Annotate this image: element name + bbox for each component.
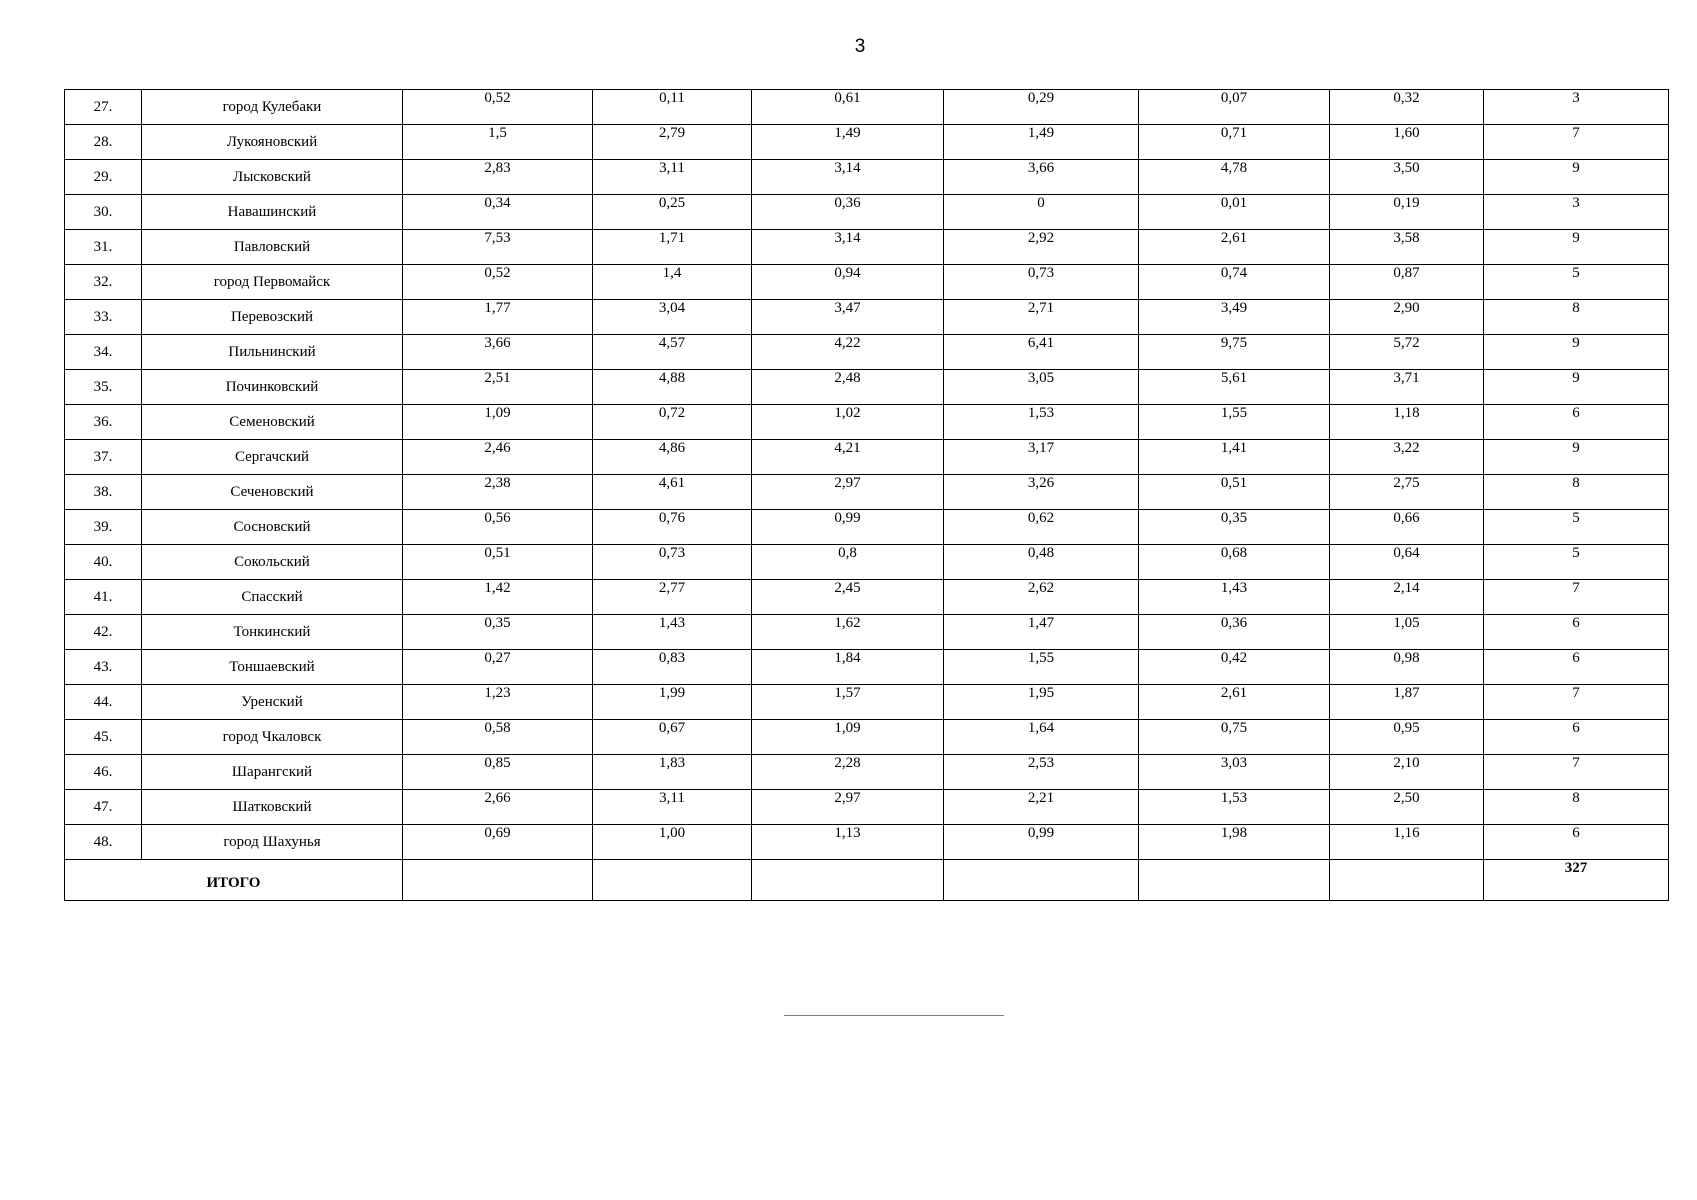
value-cell: 0,01 — [1139, 195, 1330, 230]
table-row — [65, 300, 1669, 335]
value-cell: 0,64 — [1330, 545, 1484, 580]
value-cell: 1,23 — [403, 685, 593, 720]
score-cell: 5 — [1484, 545, 1669, 580]
value-cell: 0,83 — [593, 650, 752, 685]
value-cell: 1,09 — [752, 720, 944, 755]
table-row — [65, 405, 1669, 440]
table-row — [65, 790, 1669, 825]
value-cell: 0,36 — [1139, 615, 1330, 650]
table-row — [65, 615, 1669, 650]
value-cell: 2,48 — [752, 370, 944, 405]
value-cell: 0,27 — [403, 650, 593, 685]
empty-cell — [1330, 860, 1484, 901]
value-cell: 1,09 — [403, 405, 593, 440]
empty-cell — [1139, 860, 1330, 901]
value-cell: 0,11 — [593, 90, 752, 125]
district-name: Лысковский — [142, 160, 403, 195]
district-name: Тонкинский — [142, 615, 403, 650]
table-row — [65, 580, 1669, 615]
value-cell: 1,05 — [1330, 615, 1484, 650]
value-cell: 0,52 — [403, 265, 593, 300]
value-cell: 2,66 — [403, 790, 593, 825]
table-row — [65, 510, 1669, 545]
value-cell: 1,43 — [1139, 580, 1330, 615]
row-number: 27. — [65, 90, 142, 125]
value-cell: 4,57 — [593, 335, 752, 370]
empty-cell — [593, 860, 752, 901]
district-name: Семеновский — [142, 405, 403, 440]
value-cell: 0,35 — [1139, 510, 1330, 545]
table-row — [65, 230, 1669, 265]
value-cell: 3,04 — [593, 300, 752, 335]
value-cell: 1,49 — [944, 125, 1139, 160]
value-cell: 1,64 — [944, 720, 1139, 755]
value-cell: 1,87 — [1330, 685, 1484, 720]
district-name: Уренский — [142, 685, 403, 720]
row-number: 44. — [65, 685, 142, 720]
value-cell: 0,74 — [1139, 265, 1330, 300]
row-number: 40. — [65, 545, 142, 580]
district-name: Сокольский — [142, 545, 403, 580]
score-cell: 8 — [1484, 475, 1669, 510]
value-cell: 3,11 — [593, 790, 752, 825]
value-cell: 2,61 — [1139, 230, 1330, 265]
value-cell: 1,55 — [944, 650, 1139, 685]
row-number: 47. — [65, 790, 142, 825]
table-row — [65, 685, 1669, 720]
score-cell: 6 — [1484, 720, 1669, 755]
value-cell: 0,85 — [403, 755, 593, 790]
value-cell: 3,50 — [1330, 160, 1484, 195]
value-cell: 1,98 — [1139, 825, 1330, 860]
value-cell: 1,4 — [593, 265, 752, 300]
value-cell: 4,22 — [752, 335, 944, 370]
score-cell: 6 — [1484, 615, 1669, 650]
value-cell: 0,51 — [403, 545, 593, 580]
value-cell: 2,75 — [1330, 475, 1484, 510]
value-cell: 4,86 — [593, 440, 752, 475]
value-cell: 1,13 — [752, 825, 944, 860]
score-cell: 8 — [1484, 300, 1669, 335]
value-cell: 0,98 — [1330, 650, 1484, 685]
district-name: Сергачский — [142, 440, 403, 475]
score-cell: 7 — [1484, 685, 1669, 720]
value-cell: 0,42 — [1139, 650, 1330, 685]
district-name: Тоншаевский — [142, 650, 403, 685]
score-cell: 8 — [1484, 790, 1669, 825]
value-cell: 0,67 — [593, 720, 752, 755]
value-cell: 2,71 — [944, 300, 1139, 335]
value-cell: 0,69 — [403, 825, 593, 860]
value-cell: 1,5 — [403, 125, 593, 160]
value-cell: 0,99 — [944, 825, 1139, 860]
score-cell: 3 — [1484, 90, 1669, 125]
row-number: 37. — [65, 440, 142, 475]
value-cell: 3,49 — [1139, 300, 1330, 335]
empty-cell — [944, 860, 1139, 901]
row-number: 32. — [65, 265, 142, 300]
district-name: Спасский — [142, 580, 403, 615]
row-number: 43. — [65, 650, 142, 685]
value-cell: 1,47 — [944, 615, 1139, 650]
score-cell: 9 — [1484, 160, 1669, 195]
row-number: 35. — [65, 370, 142, 405]
value-cell: 0,34 — [403, 195, 593, 230]
value-cell: 0,68 — [1139, 545, 1330, 580]
score-cell: 9 — [1484, 230, 1669, 265]
score-cell: 6 — [1484, 650, 1669, 685]
value-cell: 1,71 — [593, 230, 752, 265]
data-table — [64, 89, 1669, 901]
row-number: 28. — [65, 125, 142, 160]
value-cell: 3,03 — [1139, 755, 1330, 790]
value-cell: 1,95 — [944, 685, 1139, 720]
value-cell: 2,77 — [593, 580, 752, 615]
value-cell: 2,61 — [1139, 685, 1330, 720]
value-cell: 1,57 — [752, 685, 944, 720]
empty-cell — [752, 860, 944, 901]
footer-divider — [784, 1015, 1004, 1016]
score-cell: 9 — [1484, 335, 1669, 370]
score-cell: 3 — [1484, 195, 1669, 230]
value-cell: 1,77 — [403, 300, 593, 335]
row-number: 45. — [65, 720, 142, 755]
value-cell: 2,97 — [752, 475, 944, 510]
value-cell: 3,26 — [944, 475, 1139, 510]
row-number: 39. — [65, 510, 142, 545]
value-cell: 2,83 — [403, 160, 593, 195]
value-cell: 2,10 — [1330, 755, 1484, 790]
value-cell: 1,55 — [1139, 405, 1330, 440]
row-number: 42. — [65, 615, 142, 650]
value-cell: 0,87 — [1330, 265, 1484, 300]
value-cell: 1,16 — [1330, 825, 1484, 860]
table-row — [65, 825, 1669, 860]
row-number: 38. — [65, 475, 142, 510]
table-row — [65, 755, 1669, 790]
value-cell: 1,02 — [752, 405, 944, 440]
district-name: Лукояновский — [142, 125, 403, 160]
value-cell: 5,72 — [1330, 335, 1484, 370]
value-cell: 1,18 — [1330, 405, 1484, 440]
value-cell: 0,32 — [1330, 90, 1484, 125]
value-cell: 2,90 — [1330, 300, 1484, 335]
table-row — [65, 195, 1669, 230]
value-cell: 1,43 — [593, 615, 752, 650]
score-cell: 7 — [1484, 755, 1669, 790]
value-cell: 2,46 — [403, 440, 593, 475]
row-number: 30. — [65, 195, 142, 230]
value-cell: 0,66 — [1330, 510, 1484, 545]
value-cell: 0,73 — [944, 265, 1139, 300]
value-cell: 0,8 — [752, 545, 944, 580]
value-cell: 6,41 — [944, 335, 1139, 370]
value-cell: 0,94 — [752, 265, 944, 300]
value-cell: 2,28 — [752, 755, 944, 790]
value-cell: 1,53 — [944, 405, 1139, 440]
row-number: 29. — [65, 160, 142, 195]
page-number: 3 — [854, 36, 866, 57]
district-name: Шатковский — [142, 790, 403, 825]
value-cell: 0,75 — [1139, 720, 1330, 755]
value-cell: 3,66 — [403, 335, 593, 370]
table-body — [65, 90, 1669, 901]
value-cell: 0,36 — [752, 195, 944, 230]
district-name: город Первомайск — [142, 265, 403, 300]
value-cell: 3,14 — [752, 160, 944, 195]
district-name: Навашинский — [142, 195, 403, 230]
district-name: город Чкаловск — [142, 720, 403, 755]
value-cell: 2,79 — [593, 125, 752, 160]
value-cell: 0 — [944, 195, 1139, 230]
table-row — [65, 545, 1669, 580]
row-number: 31. — [65, 230, 142, 265]
score-cell: 7 — [1484, 125, 1669, 160]
table-row — [65, 160, 1669, 195]
value-cell: 4,88 — [593, 370, 752, 405]
district-name: Пильнинский — [142, 335, 403, 370]
score-cell: 6 — [1484, 825, 1669, 860]
total-value: 327 — [1484, 860, 1669, 901]
value-cell: 0,76 — [593, 510, 752, 545]
district-name: Шарангский — [142, 755, 403, 790]
value-cell: 0,72 — [593, 405, 752, 440]
row-number: 48. — [65, 825, 142, 860]
value-cell: 3,47 — [752, 300, 944, 335]
value-cell: 3,05 — [944, 370, 1139, 405]
value-cell: 2,97 — [752, 790, 944, 825]
score-cell: 9 — [1484, 440, 1669, 475]
value-cell: 3,58 — [1330, 230, 1484, 265]
table-row — [65, 475, 1669, 510]
value-cell: 4,61 — [593, 475, 752, 510]
table-row — [65, 335, 1669, 370]
value-cell: 3,14 — [752, 230, 944, 265]
row-number: 34. — [65, 335, 142, 370]
value-cell: 0,73 — [593, 545, 752, 580]
value-cell: 1,84 — [752, 650, 944, 685]
district-name: Сосновский — [142, 510, 403, 545]
value-cell: 3,71 — [1330, 370, 1484, 405]
value-cell: 3,22 — [1330, 440, 1484, 475]
value-cell: 2,50 — [1330, 790, 1484, 825]
value-cell: 1,49 — [752, 125, 944, 160]
table-row — [65, 720, 1669, 755]
value-cell: 0,29 — [944, 90, 1139, 125]
value-cell: 0,56 — [403, 510, 593, 545]
table-row — [65, 265, 1669, 300]
value-cell: 0,58 — [403, 720, 593, 755]
district-name: город Шахунья — [142, 825, 403, 860]
value-cell: 4,21 — [752, 440, 944, 475]
table-row — [65, 125, 1669, 160]
district-name: Перевозский — [142, 300, 403, 335]
value-cell: 2,45 — [752, 580, 944, 615]
table-row — [65, 440, 1669, 475]
value-cell: 2,21 — [944, 790, 1139, 825]
total-label: ИТОГО — [65, 860, 403, 901]
value-cell: 1,99 — [593, 685, 752, 720]
value-cell: 2,14 — [1330, 580, 1484, 615]
table-row — [65, 370, 1669, 405]
row-number: 46. — [65, 755, 142, 790]
value-cell: 0,99 — [752, 510, 944, 545]
row-number: 33. — [65, 300, 142, 335]
value-cell: 0,19 — [1330, 195, 1484, 230]
value-cell: 0,61 — [752, 90, 944, 125]
district-name: город Кулебаки — [142, 90, 403, 125]
value-cell: 1,83 — [593, 755, 752, 790]
value-cell: 2,53 — [944, 755, 1139, 790]
value-cell: 0,48 — [944, 545, 1139, 580]
value-cell: 0,25 — [593, 195, 752, 230]
value-cell: 0,62 — [944, 510, 1139, 545]
score-cell: 7 — [1484, 580, 1669, 615]
value-cell: 5,61 — [1139, 370, 1330, 405]
score-cell: 6 — [1484, 405, 1669, 440]
value-cell: 1,53 — [1139, 790, 1330, 825]
value-cell: 2,92 — [944, 230, 1139, 265]
value-cell: 0,07 — [1139, 90, 1330, 125]
district-name: Павловский — [142, 230, 403, 265]
empty-cell — [403, 860, 593, 901]
value-cell: 3,11 — [593, 160, 752, 195]
value-cell: 2,51 — [403, 370, 593, 405]
score-cell: 5 — [1484, 510, 1669, 545]
value-cell: 0,52 — [403, 90, 593, 125]
value-cell: 1,60 — [1330, 125, 1484, 160]
value-cell: 2,62 — [944, 580, 1139, 615]
table-row — [65, 650, 1669, 685]
value-cell: 7,53 — [403, 230, 593, 265]
district-name: Починковский — [142, 370, 403, 405]
value-cell: 1,42 — [403, 580, 593, 615]
total-row — [65, 860, 1669, 901]
value-cell: 1,00 — [593, 825, 752, 860]
row-number: 36. — [65, 405, 142, 440]
value-cell: 1,41 — [1139, 440, 1330, 475]
table-row — [65, 90, 1669, 125]
value-cell: 1,62 — [752, 615, 944, 650]
value-cell: 3,17 — [944, 440, 1139, 475]
row-number: 41. — [65, 580, 142, 615]
value-cell: 0,51 — [1139, 475, 1330, 510]
value-cell: 3,66 — [944, 160, 1139, 195]
value-cell: 0,71 — [1139, 125, 1330, 160]
value-cell: 2,38 — [403, 475, 593, 510]
score-cell: 5 — [1484, 265, 1669, 300]
value-cell: 0,35 — [403, 615, 593, 650]
value-cell: 4,78 — [1139, 160, 1330, 195]
value-cell: 0,95 — [1330, 720, 1484, 755]
value-cell: 9,75 — [1139, 335, 1330, 370]
score-cell: 9 — [1484, 370, 1669, 405]
district-name: Сеченовский — [142, 475, 403, 510]
